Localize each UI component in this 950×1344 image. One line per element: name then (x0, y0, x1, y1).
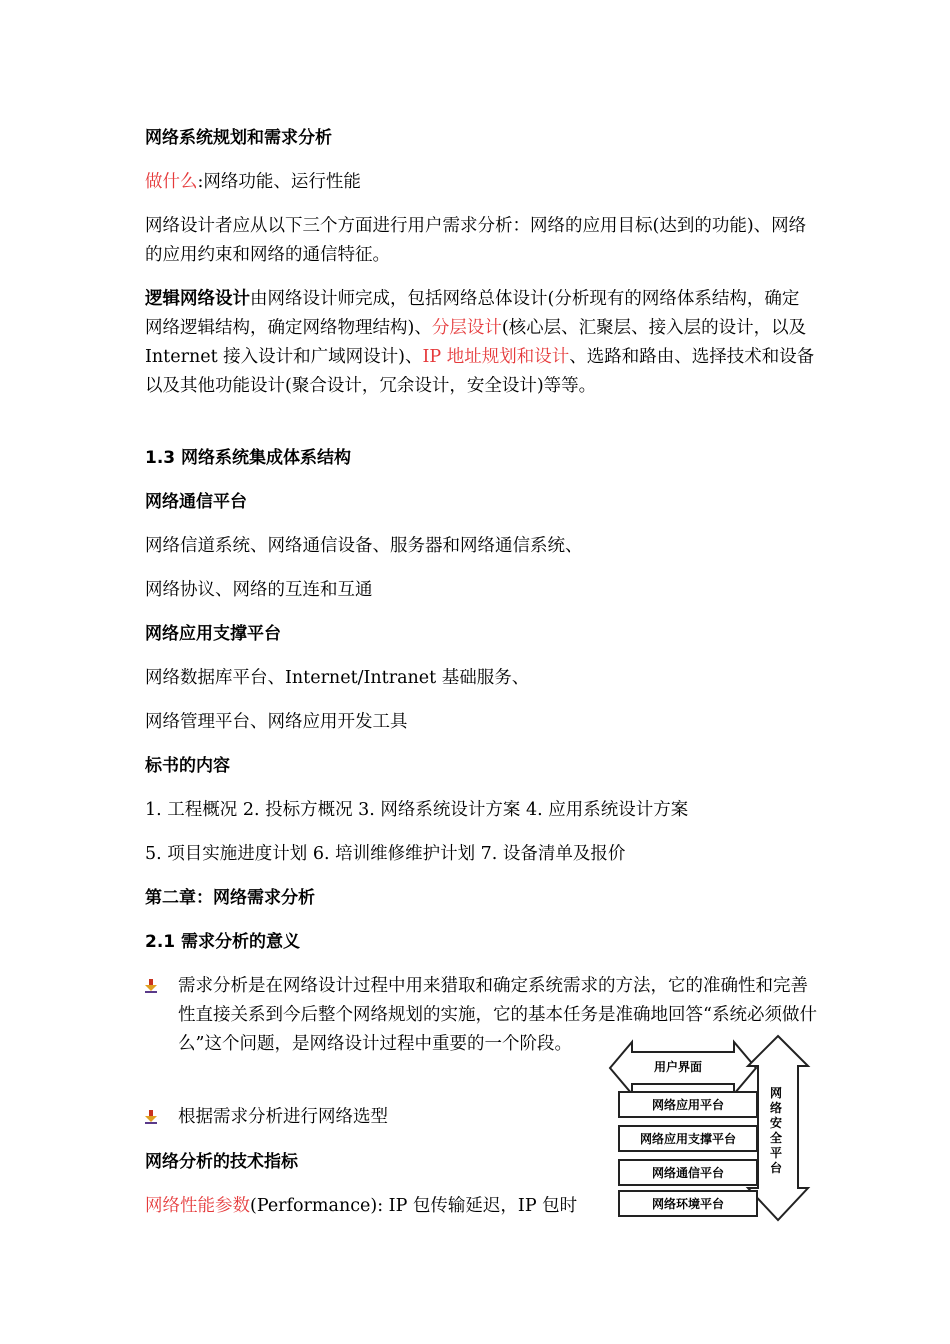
security-platform-label: 网络安全平台 (770, 1086, 783, 1175)
download-arrow-icon (145, 1110, 157, 1124)
heading-chapter-2: 第二章：网络需求分析 (145, 888, 315, 908)
heading-planning: 网络系统规划和需求分析 (145, 128, 332, 148)
what-text: :网络功能、运行性能 (197, 172, 361, 192)
heading-tech-metrics: 网络分析的技术指标 (145, 1152, 298, 1172)
bullet-text-2: 根据需求分析进行网络选型 (178, 1107, 388, 1127)
layer-environment: 网络环境平台 (618, 1190, 758, 1217)
performance-text: (Performance): IP 包传输延迟，IP 包时 (250, 1196, 578, 1216)
heading-comm-platform: 网络通信平台 (145, 492, 247, 512)
performance-term: 网络性能参数 (145, 1196, 250, 1216)
heading-bid-content: 标书的内容 (145, 756, 230, 776)
layer-application: 网络应用平台 (618, 1091, 758, 1118)
user-interface-label: 用户界面 (654, 1060, 703, 1074)
logical-design-text-1: 由网络设计师完成，包括网络总体设计(分析现有的网络体系结构，确定网络逻辑结构，确定网络物理结构)、 (145, 289, 800, 338)
logical-design-text-3: 、选路和路由、选择技术和设备以及其他功能设计(聚合设计，冗余设计，安全设计)等等。 (145, 347, 815, 396)
heading-support-platform: 网络应用支撑平台 (145, 624, 281, 644)
support-line-1: 网络数据库平台、Internet/Intranet 基础服务、 (145, 668, 530, 688)
layered-design-term: 分层设计 (431, 318, 502, 338)
layer-communication: 网络通信平台 (618, 1159, 758, 1186)
heading-architecture: 1.3 网络系统集成体系结构 (145, 448, 352, 468)
download-arrow-icon (145, 979, 157, 993)
bid-line-1: 1. 工程概况 2. 投标方概况 3. 网络系统设计方案 4. 应用系统设计方案 (145, 800, 689, 820)
support-line-2: 网络管理平台、网络应用开发工具 (145, 712, 408, 732)
logical-design-text-2: (核心层、汇聚层、接入层的设计，以及 Internet 接入设计和广域网设计)、 (145, 318, 807, 367)
ip-planning-term: IP 地址规划和设计 (422, 347, 570, 367)
heading-2-1: 2.1 需求分析的意义 (145, 932, 301, 952)
bullet-text-1: 需求分析是在网络设计过程中用来猎取和确定系统需求的方法，它的准确性和完善性直接关系到今后整个网络规划的实施，它的基本任务是准确地回答“系统必须做什么”这个问题，是网络设计过程中重要的一个阶段。 (178, 976, 817, 1054)
platform-diagram (608, 1028, 818, 1226)
layer-app-support: 网络应用支撑平台 (618, 1125, 758, 1152)
logical-design-term: 逻辑网络设计 (145, 289, 250, 309)
bid-line-2: 5. 项目实施进度计划 6. 培训维修维护计划 7. 设备清单及报价 (145, 844, 626, 864)
comm-line-1: 网络信道系统、网络通信设备、服务器和网络通信系统、 (145, 536, 583, 556)
para-logical-design (145, 285, 815, 401)
what-label: 做什么 (145, 172, 198, 192)
para-requirements: 网络设计者应从以下三个方面进行用户需求分析：网络的应用目标(达到的功能)、网络的应用约束和网络的通信特征。 (145, 216, 807, 265)
para-what (145, 168, 815, 197)
comm-line-2: 网络协议、网络的互连和互通 (145, 580, 373, 600)
